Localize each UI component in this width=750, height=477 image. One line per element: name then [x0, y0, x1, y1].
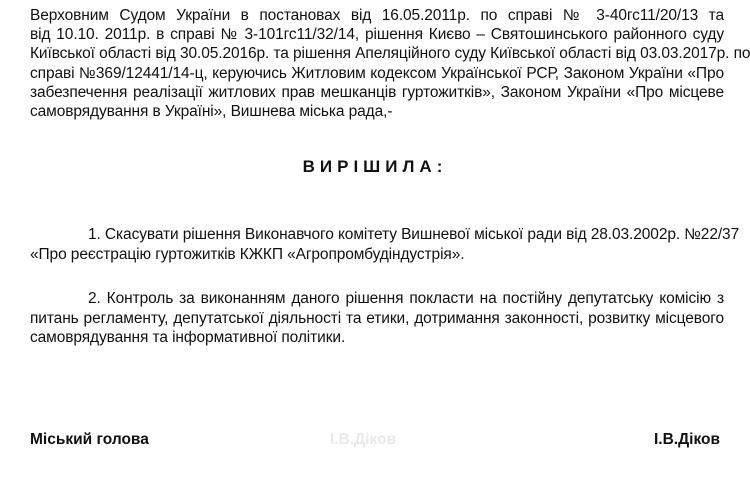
intro-line: від 10.10. 2011р. в справі № 3-101гс11/32/14, рішення Києво – Святошинського районного суду — [30, 26, 724, 44]
faint-stamp-text: І.В.Діков — [330, 431, 397, 448]
resolved-heading: ВИРІШИЛА: — [302, 157, 448, 176]
decision-line: питань регламенту, депутатської діяльності та етики, дотримання законності, розвитку місцевого — [30, 309, 724, 327]
decision-line: 2. Контроль за виконанням даного рішення покласти на постійну депутатську комісію з — [88, 290, 724, 307]
decision-line: «Про реєстрацію гуртожитків КЖКП «Агропромбудіндустрія». — [30, 245, 465, 263]
decision-item-2 — [30, 289, 724, 348]
decision-line: самоврядування та інформативної політики. — [30, 329, 346, 347]
signature-name: І.В.Діков — [653, 431, 720, 448]
intro-line: Верховним Судом України в постановах від 16.05.2011р. по справі № 3-40гс11/20/13 та — [30, 7, 724, 24]
intro-paragraph — [30, 6, 750, 121]
intro-line: забезпечення реалізації житлових прав мешканців гуртожитків», Законом України «Про місцеве — [30, 83, 724, 101]
intro-line: справі №369/12441/14-ц, керуючись Житловим кодексом Української РСР, Законом України «Про — [30, 64, 724, 82]
intro-line: самоврядування в Україні», Вишнева міська рада,- — [30, 103, 393, 121]
intro-line: Київської області від 30.05.2016р. та рішення Апеляційного суду Київської області від 03.03.2017р. по — [30, 45, 750, 63]
signature-title: Міський голова — [30, 431, 149, 448]
decision-line: 1. Скасувати рішення Виконавчого комітету Вишневої міської ради від 28.03.2002р. №22/37 — [88, 226, 740, 243]
decision-item-1 — [30, 225, 740, 264]
